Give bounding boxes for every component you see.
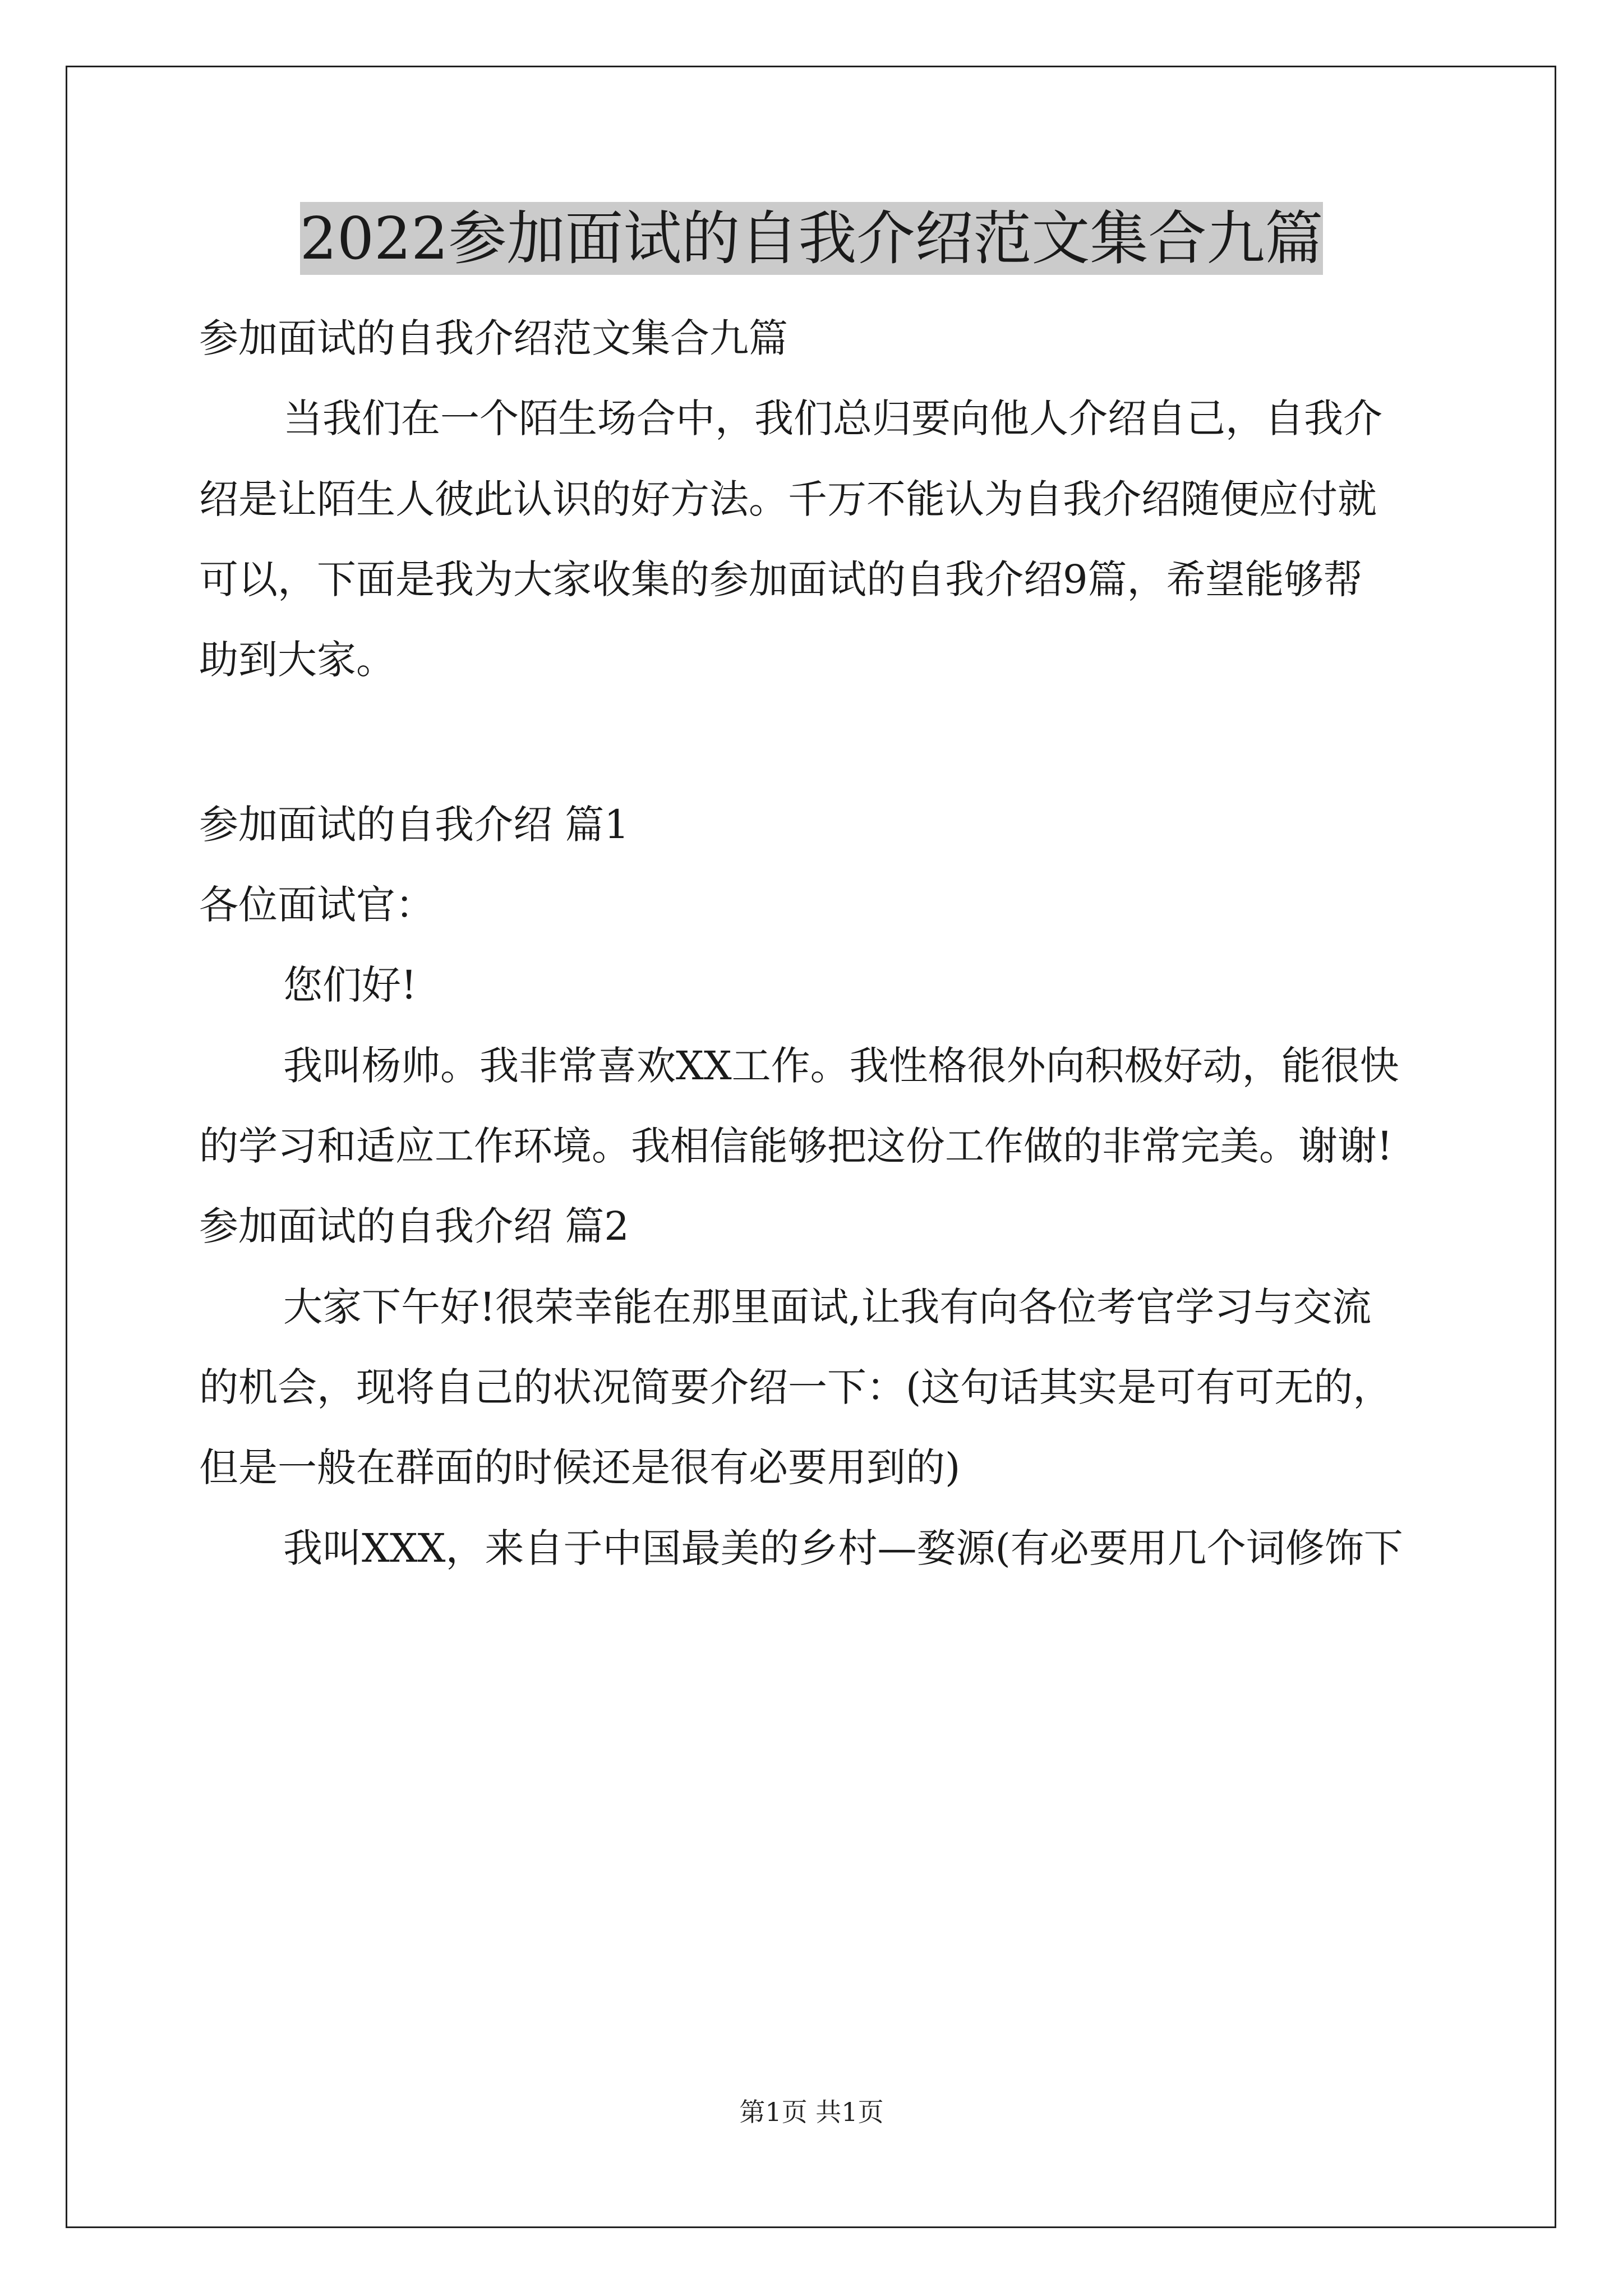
section2-para2-line: 我叫XXX，来自于中国最美的乡村—婺源(有必要用几个词修饰下: [283, 1525, 1403, 1571]
section2-para1-line: 大家下午好!很荣幸能在那里面试,让我有向各位考官学习与交流: [283, 1284, 1372, 1330]
intro-line: 绍是让陌生人彼此认识的好方法。千万不能认为自我介绍随便应付就: [199, 476, 1377, 522]
intro-line: 助到大家。: [199, 637, 395, 683]
salutation: 各位面试官：: [199, 882, 435, 928]
section-heading-2: 参加面试的自我介绍 篇2: [199, 1203, 629, 1249]
section2-para1-line: 的机会，现将自己的状况简要介绍一下：(这句话其实是可有可无的，: [199, 1364, 1393, 1410]
greeting: 您们好!: [283, 962, 417, 1008]
page-footer: 第1页 共1页: [739, 2097, 884, 2127]
document-title: [0, 202, 1623, 275]
section-heading-1: 参加面试的自我介绍 篇1: [199, 802, 629, 848]
section1-line: 我叫杨帅。我非常喜欢XX工作。我性格很外向积极好动，能很快: [283, 1043, 1399, 1089]
intro-line: 当我们在一个陌生场合中，我们总归要向他人介绍自己，自我介: [283, 395, 1382, 441]
subtitle: 参加面试的自我介绍范文集合九篇: [199, 315, 788, 361]
section2-para1-line: 但是一般在群面的时候还是很有必要用到的): [199, 1444, 961, 1490]
intro-line: 可以，下面是我为大家收集的参加面试的自我介绍9篇，希望能够帮: [199, 556, 1363, 602]
section1-line: 的学习和适应工作环境。我相信能够把这份工作做的非常完美。谢谢!: [199, 1123, 1393, 1169]
document-title-text: 2022参加面试的自我介绍范文集合九篇: [300, 202, 1324, 275]
